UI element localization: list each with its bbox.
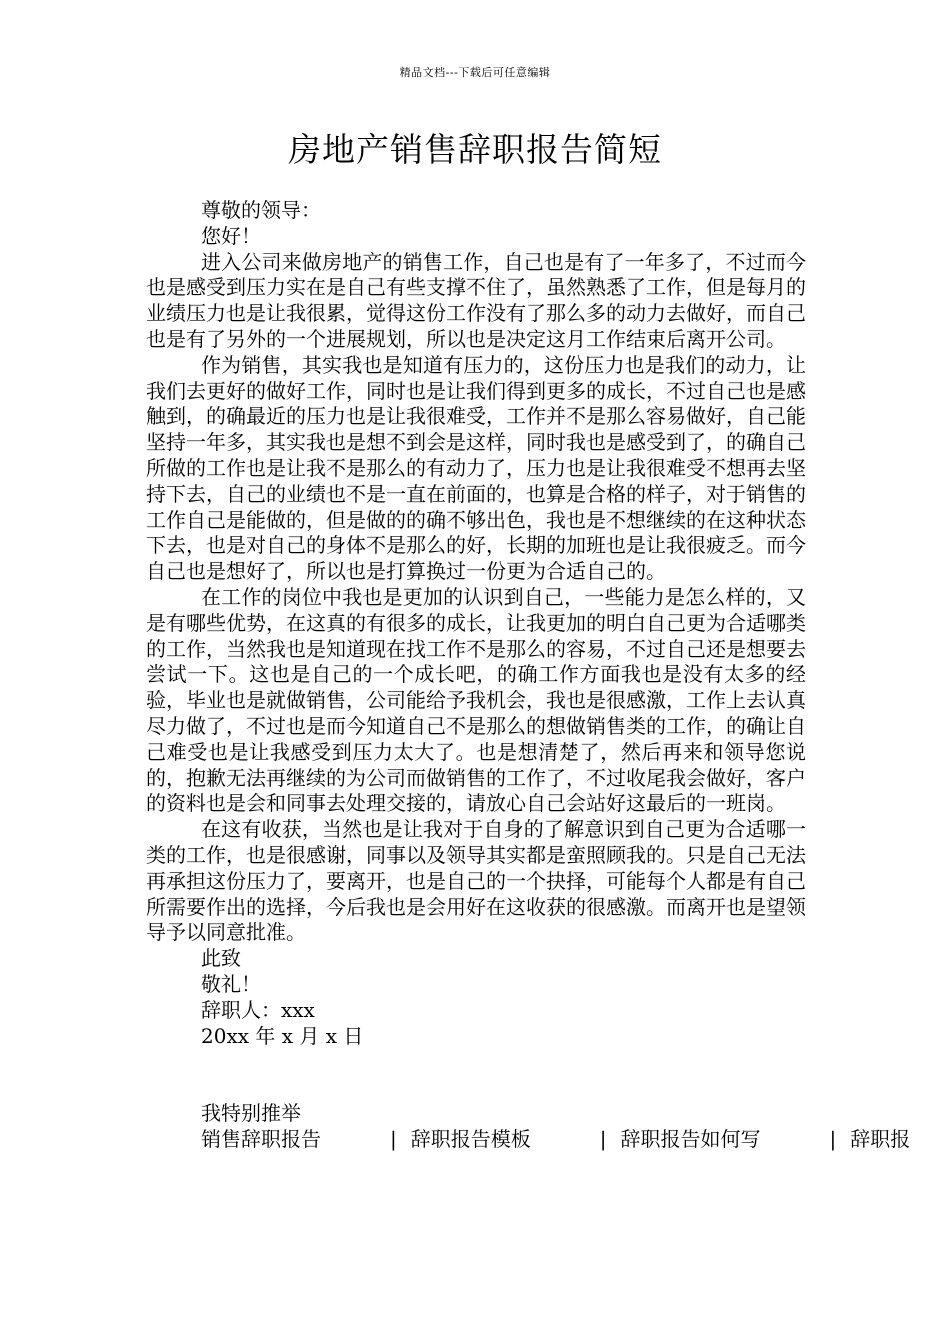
link-separator: | <box>829 1127 837 1152</box>
related-link-3[interactable]: 辞职报告如何写 <box>620 1127 761 1152</box>
document-title: 房地产销售辞职报告简短 <box>288 130 662 169</box>
related-links <box>146 1127 911 1153</box>
related-heading: 我特别推举 <box>201 1101 301 1126</box>
link-separator: | <box>599 1127 607 1152</box>
related-link-4[interactable]: 辞职报 <box>850 1127 911 1152</box>
greeting: 您好！ <box>201 223 261 248</box>
document-header-note: 精品文档---下载后可任意编辑 <box>399 66 551 79</box>
paragraph-1: 进入公司来做房地产的销售工作，自己也是有了一年多了，不过而今也是感受到压力实在是自己有些支撑不住了，虽然熟悉了工作，但是每月的业绩压力也是让我很累，觉得这份工作没有了那么多的动力去做好，而自己也是有了另外的一个进展规划，所以也是决定这月工作结束后离开公司。 <box>146 249 806 351</box>
paragraph-2: 作为销售，其实我也是知道有压力的，这份压力也是我们的动力，让我们去更好的做好工作，同时也是让我们得到更多的成长，不过自己也是感触到，的确最近的压力也是让我很难受，工作并不是那么容易做好，自己能坚持一年多，其实我也是想不到会是这样，同时我也是感受到了，的确自己所做的工作也是让我不是那么的有动力了，压力也是让我很难受不想再去坚持下去，自己的业绩也不是一直在前面的，也算是合格的样子，对于销售的工作自己是能做的，但是做的的确不够出色，我也是不想继续的在这种状态下去，也是对自己的身体不是那么的好，长期的加班也是让我很疲乏。而今自己也是想好了，所以也是打算换过一份更为合适自己的。 <box>146 352 806 584</box>
date: 20xx 年 x 月 x 日 <box>201 1023 364 1048</box>
paragraph-3: 在工作的岗位中我也是更加的认识到自己，一些能力是怎么样的，又是有哪些优势，在这真的有很多的成长，让我更加的明白自己更为合适哪类的工作，当然我也是知道现在找工作不是那么的容易，不过自己还是想要去尝试一下。这也是自己的一个成长吧，的确工作方面我也是没有太多的经验，毕业也是就做销售，公司能给予我机会，我也是很感激，工作上去认真尽力做了，不过也是而今知道自己不是那么的想做销售类的工作，的确让自己难受也是让我感受到压力太大了。也是想清楚了，然后再来和领导您说的，抱歉无法再继续的为公司而做销售的工作了，不过收尾我会做好，客户的资料也是会和同事去处理交接的，请放心自己会站好这最后的一班岗。 <box>146 584 806 816</box>
related-link-2[interactable]: 辞职报告模板 <box>410 1127 531 1152</box>
signer: 辞职人：xxx <box>201 997 315 1022</box>
link-separator: | <box>390 1127 397 1152</box>
paragraph-4: 在这有收获，当然也是让我对于自身的了解意识到自己更为合适哪一类的工作，也是很感谢，同事以及领导其实都是蛮照顾我的。只是自己无法再承担这份压力了，要离开，也是自己的一个抉择，可能每个人都是有自己所需要作出的选择，今后我也是会用好在这收获的很感激。而离开也是望领导予以同意批准。 <box>146 817 806 945</box>
letter-body <box>146 198 911 1153</box>
salutation: 尊敬的领导： <box>201 198 321 222</box>
related-link-1[interactable]: 销售辞职报告 <box>201 1127 321 1152</box>
closing-line-1: 此致 <box>201 946 241 971</box>
closing-line-2: 敬礼！ <box>201 971 261 996</box>
spacer <box>146 1049 806 1101</box>
